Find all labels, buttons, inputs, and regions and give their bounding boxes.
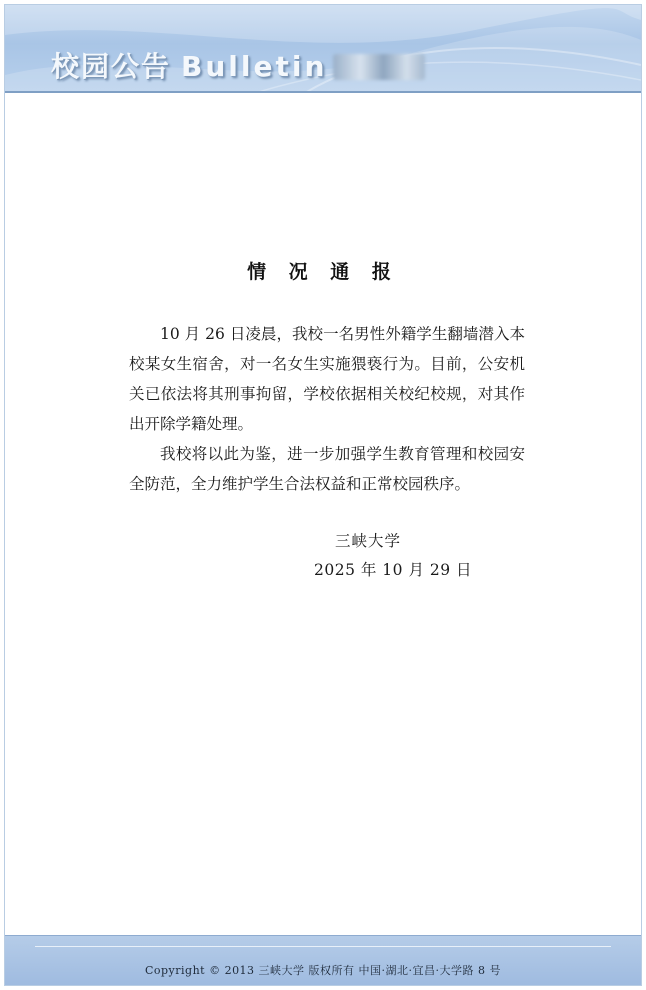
banner-title-en: Bulletin <box>181 50 328 83</box>
banner-blurred-text <box>333 54 425 80</box>
footer-copyright: Copyright © 2013 三峡大学 版权所有 中国·湖北·宜昌·大学路 8 号 <box>144 964 502 977</box>
notice-paragraph: 10 月 26 日凌晨，我校一名男性外籍学生翻墙潜入本校某女生宿舍，对一名女生实施猥亵行为。目前，公安机关已依法将其刑事拘留，学校依据相关校纪校规，对其作出开除学籍处理。 <box>129 325 525 433</box>
banner-title-cn: 校园公告 <box>51 50 172 83</box>
notice-title: 情 况 通 报 <box>247 261 399 283</box>
header-banner <box>5 5 641 93</box>
footer-bar <box>5 935 641 985</box>
notice-paragraph: 我校将以此为鉴，进一步加强学生教育管理和校园安全防范，全力维护学生合法权益和正常校园秩序。 <box>129 445 525 493</box>
notice-body <box>129 319 525 499</box>
notice-date: 2025 年 10 月 29 日 <box>314 561 473 579</box>
footer-divider <box>35 946 611 947</box>
page-frame <box>4 4 642 986</box>
banner-title <box>51 45 425 85</box>
notice-signature: 三峡大学 <box>335 532 402 550</box>
